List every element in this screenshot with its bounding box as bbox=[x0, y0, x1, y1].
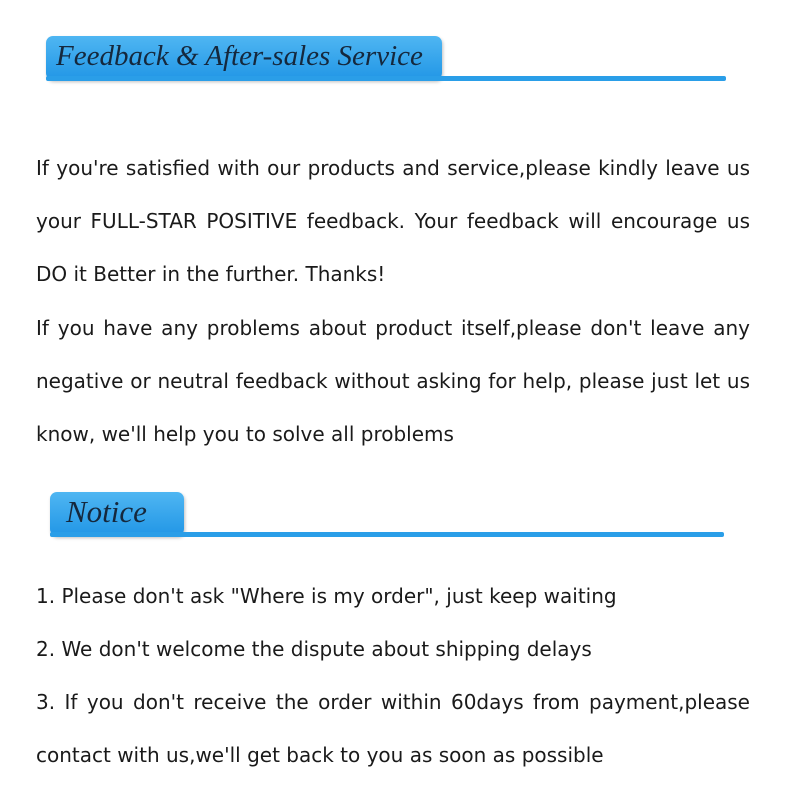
notice-section-title: Notice bbox=[66, 494, 147, 529]
feedback-paragraph-1: If you're satisfied with our products and service,please kindly leave us your FULL-STAR POSITIVE feedback. Your feedback will encourage us DO it Better in the further. Thanks! bbox=[36, 156, 750, 286]
feedback-section-title: Feedback & After-sales Service bbox=[56, 40, 423, 72]
notice-header-tab bbox=[50, 492, 184, 536]
notice-header-rule bbox=[50, 532, 724, 537]
feedback-section-header bbox=[46, 36, 726, 84]
feedback-header-rule bbox=[46, 76, 726, 81]
feedback-header-tab bbox=[46, 36, 442, 80]
feedback-paragraph-2: If you have any problems about product itself,please don't leave any negative or neutral feedback without asking for help, please just let us know, we'll help you to solve all problems bbox=[36, 316, 750, 446]
notice-item-1: 1. Please don't ask "Where is my order", just keep waiting bbox=[36, 584, 617, 608]
notice-item-3: 3. If you don't receive the order within 60days from payment,please contact with us,we'll get back to you as soon as possible bbox=[36, 690, 750, 767]
notice-section-header bbox=[50, 492, 730, 540]
notice-item-2: 2. We don't welcome the dispute about shipping delays bbox=[36, 637, 592, 661]
